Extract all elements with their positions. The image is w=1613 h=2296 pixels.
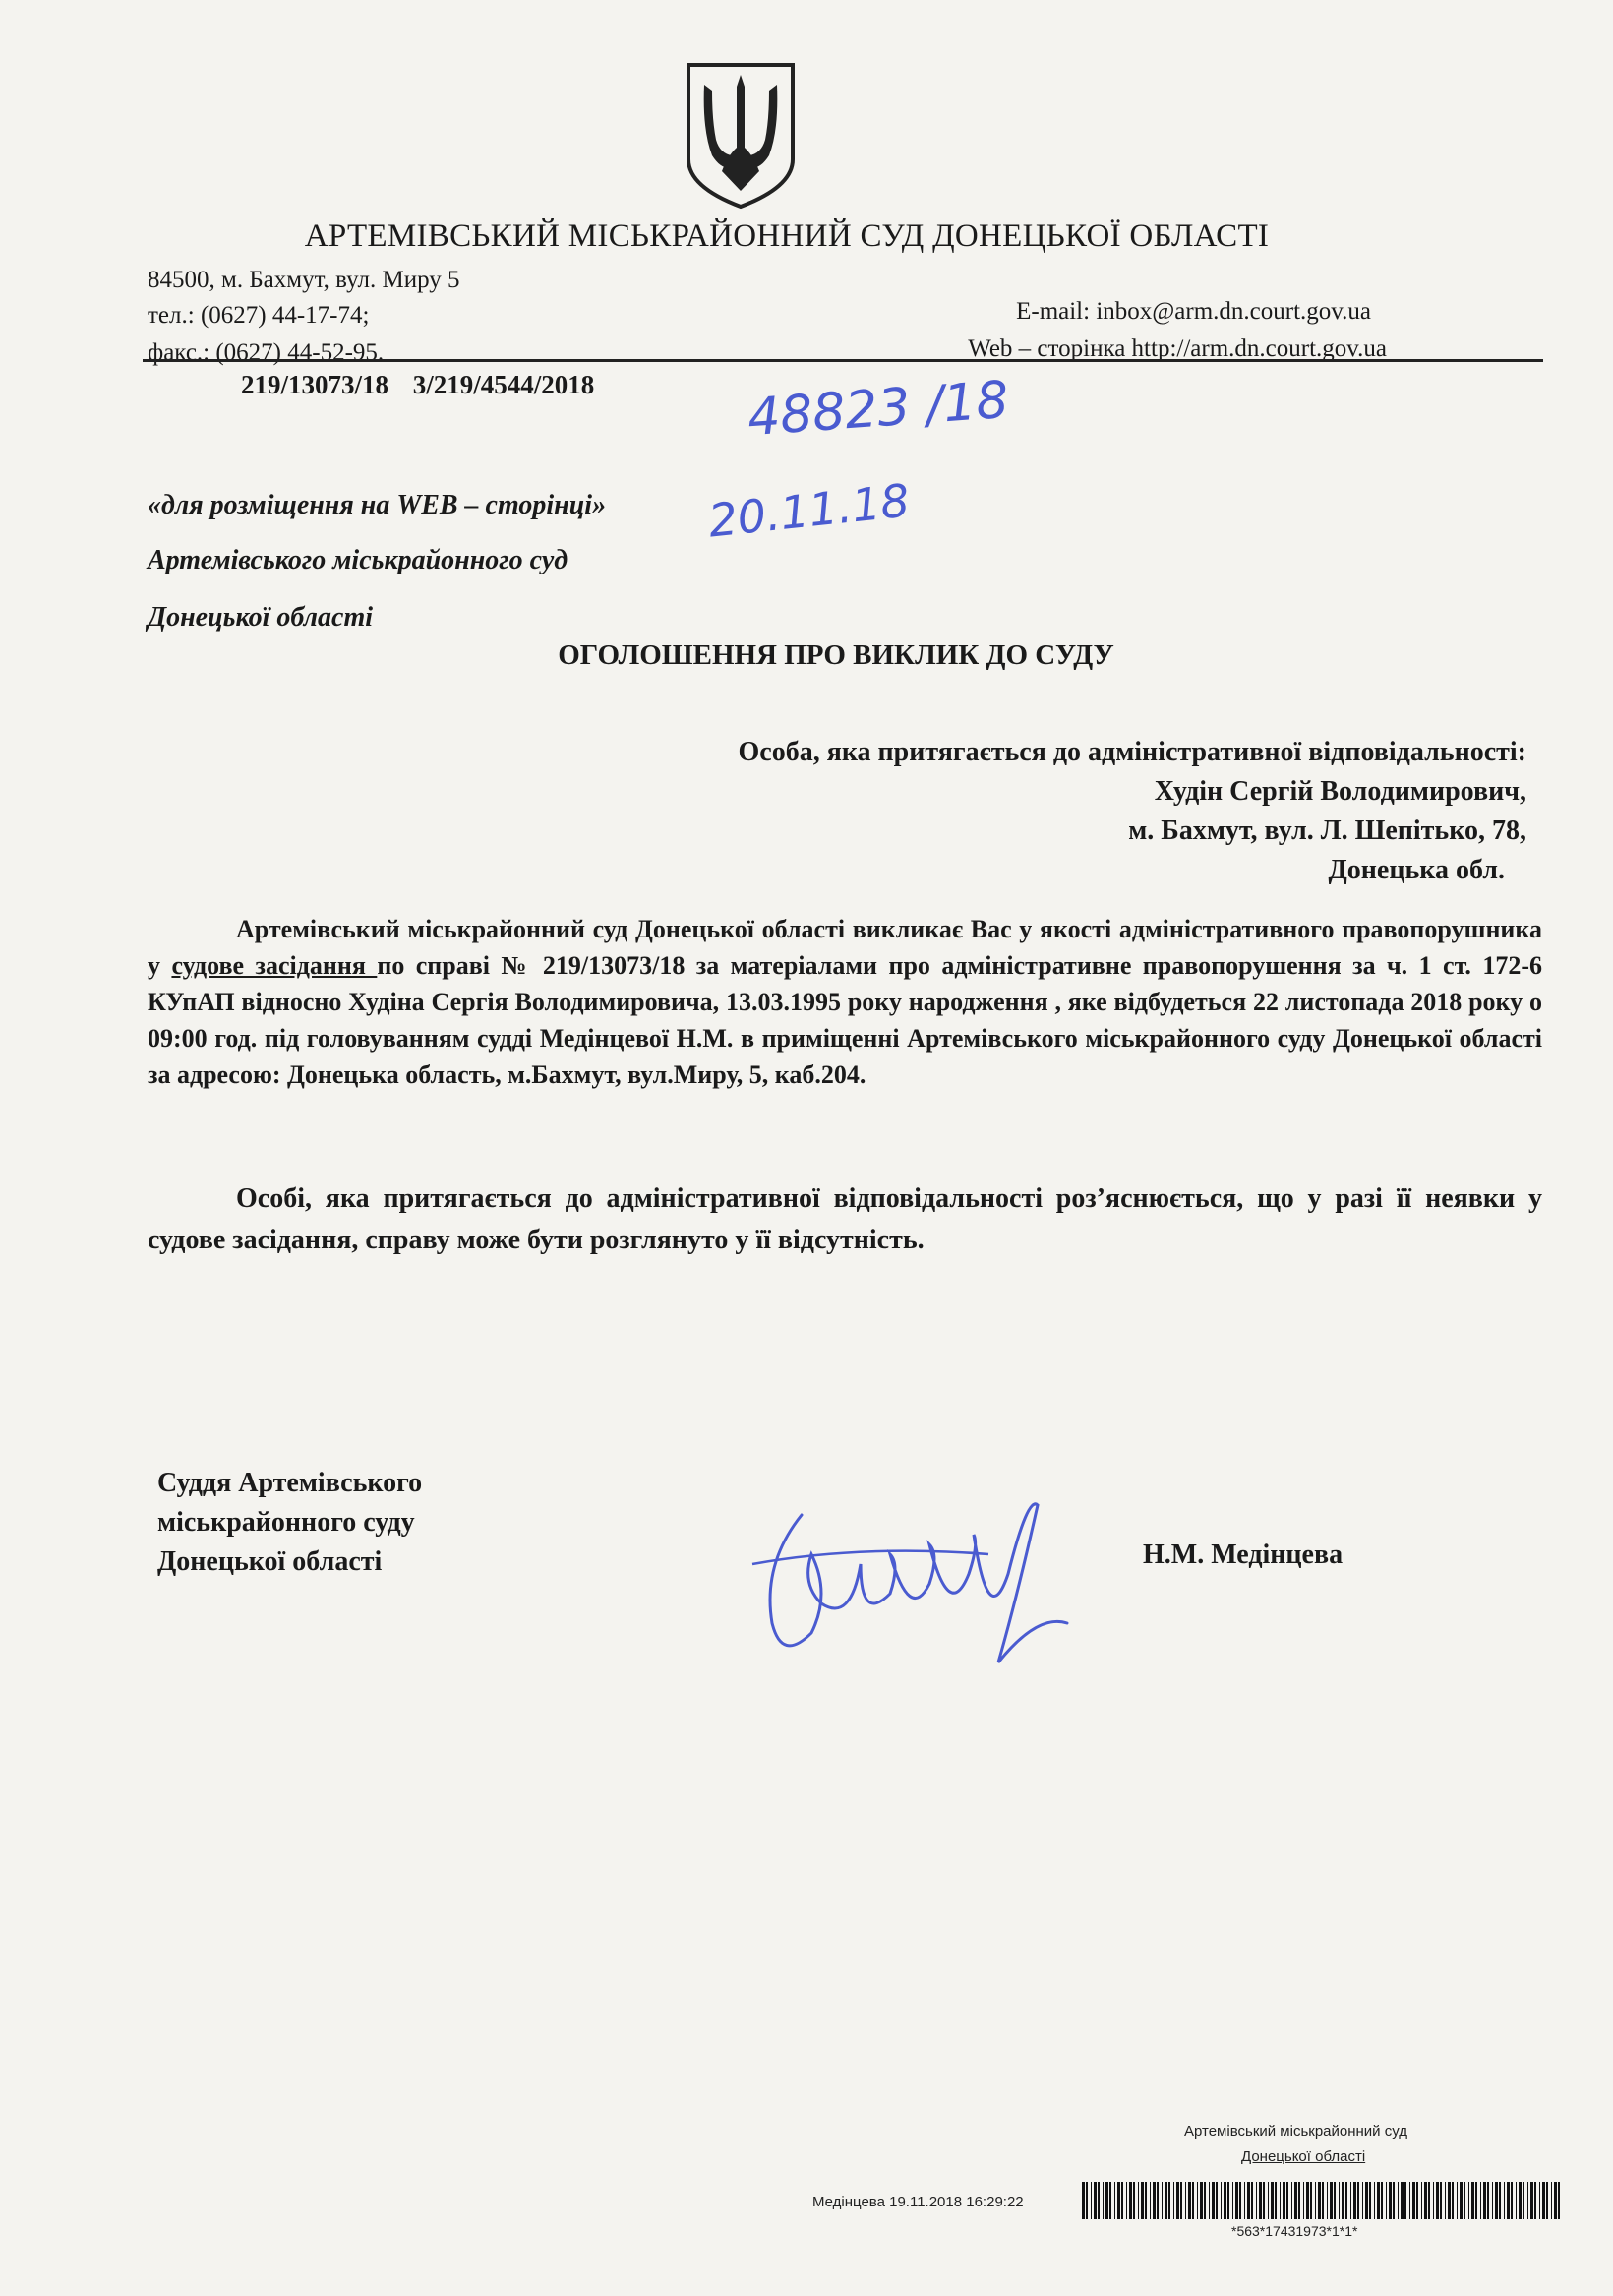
- court-phone: тел.: (0627) 44-17-74;: [148, 302, 370, 329]
- addressee-line-2: Артемівського міськрайонного суд: [148, 545, 568, 575]
- person-label: Особа, яка притягається до адміністративної відповідальності:: [738, 737, 1526, 767]
- addressee-line-1: «для розміщення на WEB – сторінці»: [148, 490, 607, 520]
- header-divider: [143, 359, 1543, 362]
- notice-text: Особі, яка притягається до адміністративної відповідальності роз’яснюється, що у разі її неявки у судове засідання, справу може бути розглянуто у її відсутність.: [148, 1183, 1542, 1255]
- barcode-text: *563*17431973*1*1*: [1231, 2223, 1358, 2239]
- case-numbers: [241, 370, 594, 400]
- summons-text-a: Артемівський міськрайонний суд Донецької області викликає Вас у якості адміністративного правопорушника у: [148, 915, 1542, 980]
- judge-title-line-1: Суддя Артемівського: [157, 1468, 423, 1498]
- person-address: м. Бахмут, вул. Л. Шепітько, 78,: [1128, 816, 1526, 846]
- court-fax: факс.: (0627) 44-52-95.: [148, 339, 385, 366]
- person-block: [738, 733, 1526, 890]
- court-name-heading: АРТЕМІВСЬКИЙ МІСЬКРАЙОННИЙ СУД ДОНЕЦЬКОЇ ОБЛАСТІ: [304, 218, 1270, 254]
- barcode: [1082, 2182, 1562, 2219]
- case-number: 219/13073/18: [241, 370, 389, 399]
- person-name: Худін Сергій Володимирович,: [1154, 776, 1526, 807]
- summons-text-b: по справі № 219/13073/18 за матеріалами про адміністративне правопорушення за ч. 1 ст. 172-6 КУпАП відносно Худіна Сергія Володимировича, 13.03.1995 року народження , яке відбудеться 22 листопада 2018 року о 09:00 год. під головуванням судді Медінцевої Н.М. в приміщенні Артемівського міськрайонного суду Донецької області за адресою: Донецька область, м.Бахмут, вул.Миру, 5, каб.204.: [148, 951, 1542, 1089]
- proceeding-number: 3/219/4544/2018: [412, 370, 595, 399]
- judge-title-block: [157, 1464, 422, 1582]
- court-website: Web – сторінка http://arm.dn.court.gov.ua: [968, 335, 1387, 362]
- handwritten-signature: [743, 1476, 1097, 1682]
- person-region: Донецька обл.: [1328, 855, 1505, 885]
- judge-name: Н.М. Медінцева: [1143, 1540, 1344, 1570]
- court-address: 84500, м. Бахмут, вул. Миру 5: [148, 267, 460, 293]
- judge-title-line-2: міськрайонного суду: [157, 1507, 415, 1538]
- coat-of-arms-emblem: [683, 61, 799, 211]
- summons-paragraph: [148, 911, 1542, 1093]
- handwritten-date-note: 20.11.18: [705, 473, 913, 548]
- stamp-signed-by: Медінцева 19.11.2018 16:29:22: [812, 2194, 1024, 2210]
- stamp-court-line-1: Артемівський міськрайонний суд: [1184, 2123, 1407, 2140]
- court-email: E-mail: inbox@arm.dn.court.gov.ua: [1016, 298, 1371, 325]
- stamp-court-line-2: Донецької області: [1241, 2148, 1366, 2165]
- addressee-line-3: Донецької області: [148, 602, 374, 633]
- handwritten-registry-note: 48823 /18: [746, 370, 1011, 449]
- judge-title-line-3: Донецької області: [157, 1546, 383, 1577]
- court-hearing-underlined: судове засідання: [171, 951, 378, 980]
- document-title: ОГОЛОШЕННЯ ПРО ВИКЛИК ДО СУДУ: [558, 639, 1114, 671]
- notice-paragraph: [148, 1178, 1542, 1261]
